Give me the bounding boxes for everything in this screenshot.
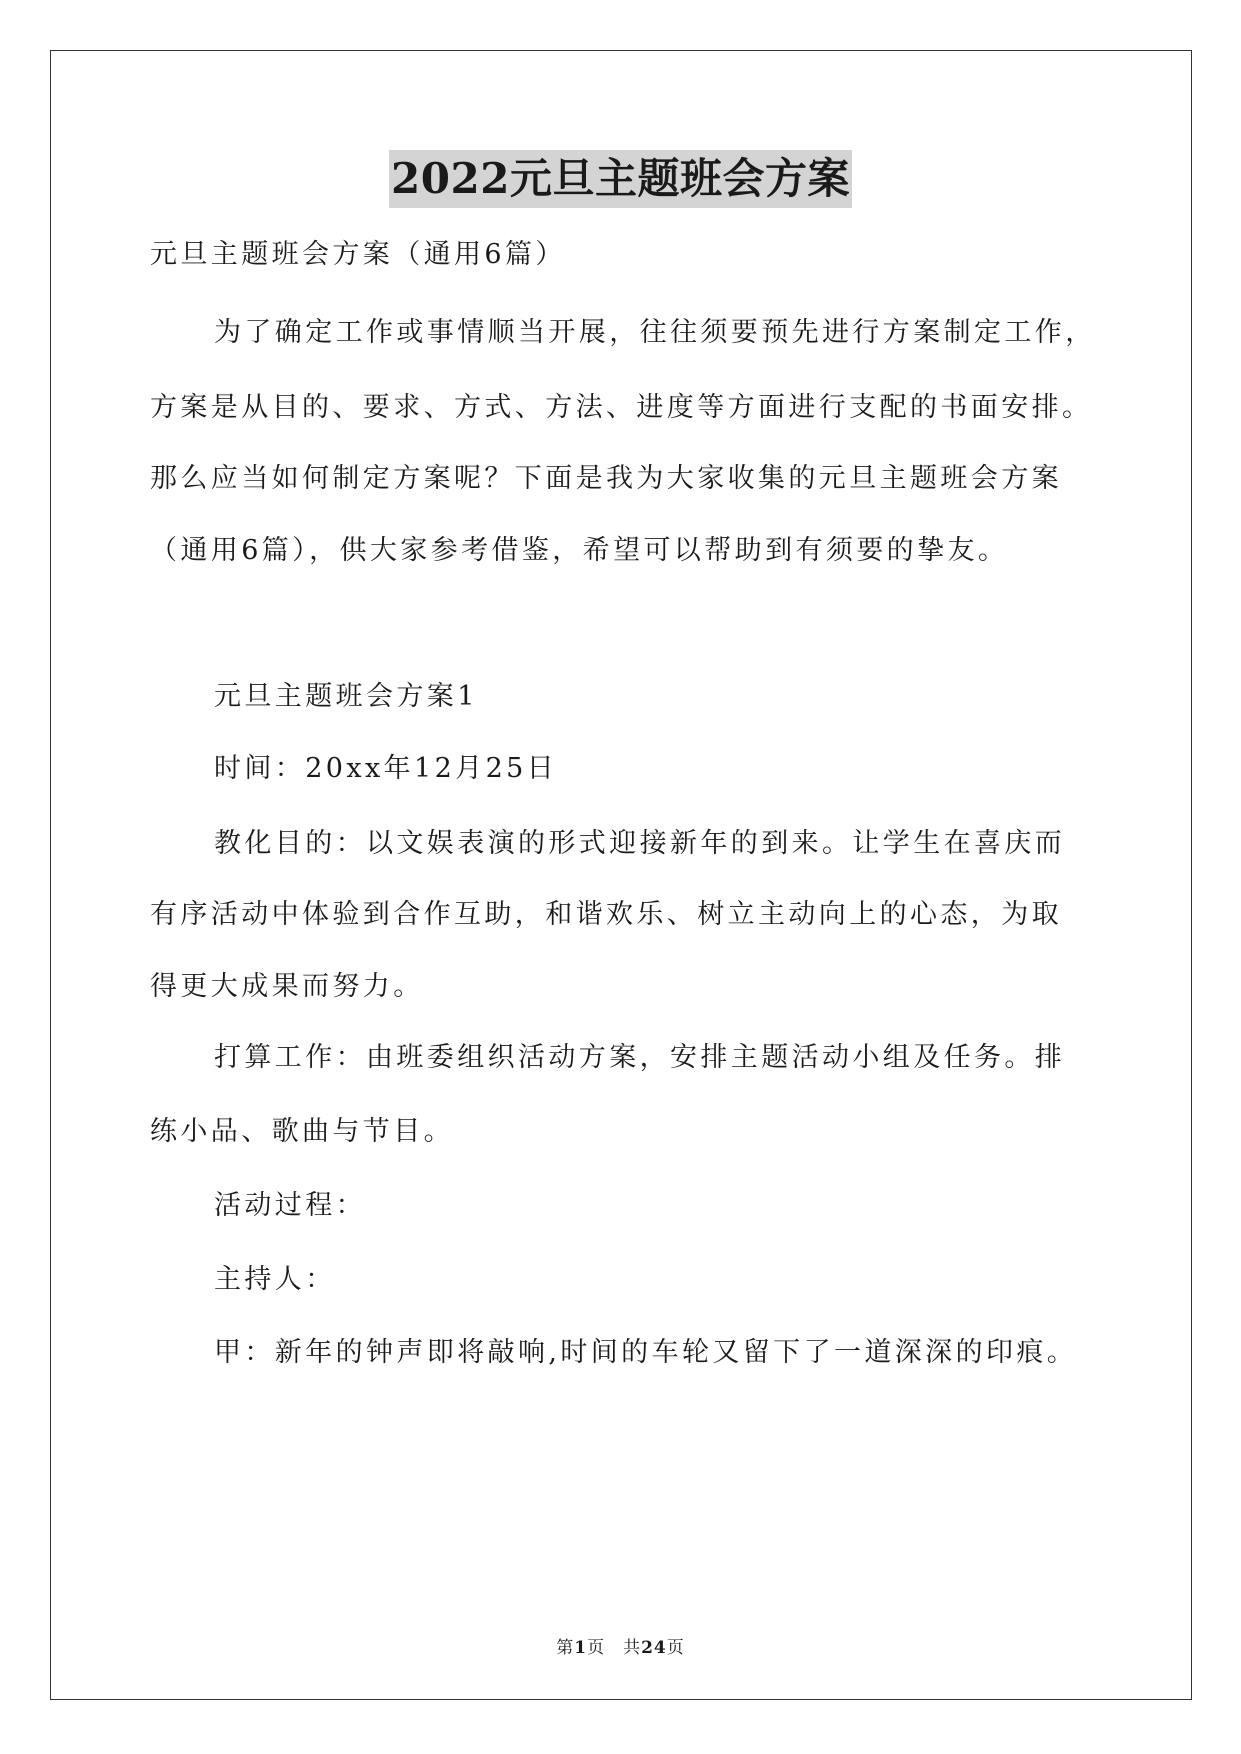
goal-line-3: 得更大成果而努力。 [150, 971, 424, 1002]
host-a-line: 甲：新年的钟声即将敲响,时间的车轮又留下了一道深深的印痕。 [214, 1337, 1078, 1368]
intro-line-1: 为了确定工作或事情顺当开展，往往须要预先进行方案制定工作， [214, 317, 1096, 348]
prep-line-2: 练小品、歌曲与节目。 [150, 1116, 454, 1147]
section-heading: 元旦主题班会方案1 [214, 681, 478, 712]
goal-line-2: 有序活动中体验到合作互助，和谐欢乐、树立主动向上的心态，为取 [150, 899, 1062, 930]
subtitle: 元旦主题班会方案（通用6篇） [150, 239, 566, 270]
intro-line-2: 方案是从目的、要求、方式、方法、进度等方面进行支配的书面安排。 [150, 392, 1093, 423]
process-label: 活动过程： [214, 1190, 366, 1221]
footer-page-number: 1 [574, 1638, 588, 1658]
goal-line-1: 教化目的：以文娱表演的形式迎接新年的到来。让学生在喜庆而 [214, 828, 1066, 859]
host-label: 主持人： [214, 1264, 336, 1295]
page-border [50, 50, 1192, 1700]
prep-line-1: 打算工作：由班委组织活动方案，安排主题活动小组及任务。排 [214, 1042, 1066, 1073]
footer-mid: 页 共 [587, 1638, 642, 1658]
page-footer [0, 1633, 1241, 1658]
footer-prefix: 第 [556, 1638, 575, 1658]
footer-suffix: 页 [666, 1638, 685, 1658]
title-container [0, 150, 1241, 208]
intro-line-4: （通用6篇），供大家参考借鉴，希望可以帮助到有须要的挚友。 [150, 535, 1009, 566]
time-line: 时间：20xx年12月25日 [214, 753, 558, 784]
intro-line-3: 那么应当如何制定方案呢？下面是我为大家收集的元旦主题班会方案 [150, 463, 1062, 494]
document-title: 2022元旦主题班会方案 [389, 150, 852, 208]
footer-total-pages: 24 [641, 1638, 667, 1658]
